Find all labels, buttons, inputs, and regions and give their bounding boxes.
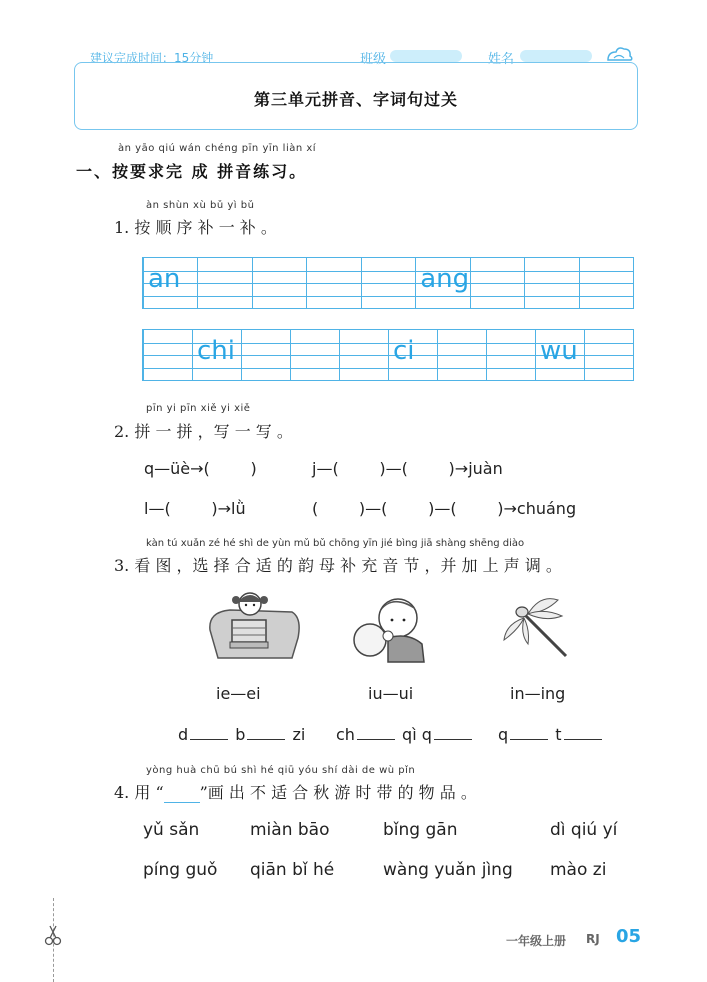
grid1-cell[interactable] bbox=[415, 258, 469, 308]
q4-pinyin: yòng huà chū bú shì hé qiū yóu shí dài de wù pǐn bbox=[146, 765, 416, 776]
q3-blank-prefix: b bbox=[235, 725, 246, 744]
q2-line2a: l—( )→lǜ bbox=[144, 499, 246, 518]
q4-text-post: ”画 出 不 适 合 秋 游 时 带 的 物 品 。 bbox=[199, 783, 477, 802]
q3-blank-group-3 bbox=[498, 725, 604, 744]
q4-item[interactable]: miàn bāo bbox=[250, 820, 330, 840]
grid1-cell-text: ang bbox=[420, 264, 470, 294]
section1-title: 一、按要求完 成 拼音练习。 bbox=[76, 162, 308, 181]
q4-item[interactable]: mào zi bbox=[550, 860, 607, 880]
q4-text bbox=[114, 780, 477, 803]
page-number: 05 bbox=[616, 926, 642, 947]
grid2-cell-text: wu bbox=[540, 336, 578, 366]
q3-blank-prefix: qì q bbox=[402, 725, 432, 744]
wavy-line-sample bbox=[164, 794, 200, 803]
answer-blank[interactable] bbox=[564, 738, 602, 740]
q3-blank-prefix: d bbox=[178, 725, 189, 744]
q1-pinyin: àn shùn xù bǔ yì bǔ bbox=[146, 200, 255, 211]
answer-blank[interactable] bbox=[247, 738, 285, 740]
answer-blank[interactable] bbox=[190, 738, 228, 740]
pinyin-grid-2 bbox=[142, 329, 634, 381]
grid2-cell[interactable] bbox=[339, 330, 388, 380]
grid1-cell[interactable] bbox=[579, 258, 633, 308]
grid2-cell[interactable] bbox=[192, 330, 241, 380]
footer-book: 一年级上册 bbox=[506, 934, 567, 948]
dragonfly-image bbox=[500, 594, 580, 664]
grid2-cell[interactable] bbox=[486, 330, 535, 380]
grid2-cell-text: ci bbox=[393, 336, 415, 366]
section1-pinyin: àn yāo qiú wán chéng pīn yīn liàn xí bbox=[118, 143, 317, 154]
q3-text: 3. 看 图 ，选 择 合 适 的 韵 母 补 充 音 节 ，并 加 上 声 调 。 bbox=[114, 556, 562, 575]
grid2-cell[interactable] bbox=[388, 330, 437, 380]
q4-text-pre: 4. 用 “ bbox=[114, 783, 164, 802]
q2-pinyin: pīn yi pīn xiě yi xiě bbox=[146, 403, 251, 414]
q4-item[interactable]: wàng yuǎn jìng bbox=[383, 860, 513, 880]
grid1-cell-text: an bbox=[148, 264, 181, 294]
q1-text: 1. 按 顺 序 补 一 补 。 bbox=[114, 218, 277, 237]
cloud-icon bbox=[604, 44, 634, 64]
answer-blank[interactable] bbox=[510, 738, 548, 740]
q3-pinyin: kàn tú xuǎn zé hé shì de yùn mǔ bǔ chōng yīn jié bìng jiā shàng shēng diào bbox=[146, 538, 525, 549]
q2-line2b: ( )—( )—( )→chuáng bbox=[312, 499, 577, 518]
answer-blank[interactable] bbox=[434, 738, 472, 740]
child-cake-image bbox=[200, 590, 304, 666]
q2-line1a: q—üè→( ) bbox=[144, 459, 257, 478]
q3-blank-group-1 bbox=[178, 725, 305, 744]
scissors-icon bbox=[44, 924, 62, 946]
q3-blank-prefix: ch bbox=[336, 725, 355, 744]
q3-blank-group-2 bbox=[336, 725, 474, 744]
q2-line1b: j—( )—( )→juàn bbox=[312, 459, 503, 478]
answer-blank[interactable] bbox=[357, 738, 395, 740]
grid2-cell[interactable] bbox=[437, 330, 486, 380]
page-title: 第三单元拼音、字词句过关 bbox=[253, 90, 458, 109]
q4-item[interactable]: dì qiú yí bbox=[550, 820, 618, 840]
grid2-cell[interactable] bbox=[290, 330, 339, 380]
grid2-cell[interactable] bbox=[143, 330, 192, 380]
grid2-cell[interactable] bbox=[584, 330, 633, 380]
q4-item[interactable]: bǐng gān bbox=[383, 820, 458, 840]
q3-blank-suffix: zi bbox=[292, 725, 306, 744]
grid1-cell[interactable] bbox=[306, 258, 360, 308]
grid1-cell[interactable] bbox=[524, 258, 578, 308]
q3-pair-1: ie—ei bbox=[216, 684, 261, 703]
boy-balloon-image bbox=[352, 592, 432, 666]
grid2-cell[interactable] bbox=[535, 330, 584, 380]
class-label: 班级 bbox=[360, 52, 387, 67]
pinyin-grid-1 bbox=[142, 257, 634, 309]
q3-pair-3: in—ing bbox=[510, 684, 566, 703]
q3-blank-prefix: t bbox=[555, 725, 562, 744]
name-field[interactable] bbox=[520, 50, 592, 62]
grid2-cell[interactable] bbox=[241, 330, 290, 380]
q4-item[interactable]: píng guǒ bbox=[143, 860, 218, 880]
grid1-cell[interactable] bbox=[470, 258, 524, 308]
q4-item[interactable]: qiān bǐ hé bbox=[250, 860, 335, 880]
footer-edition: RJ bbox=[586, 932, 600, 946]
time-hint: 建议完成时间：15分钟 bbox=[90, 51, 214, 65]
name-label: 姓名 bbox=[488, 52, 515, 67]
title-box bbox=[74, 62, 638, 130]
grid1-cell[interactable] bbox=[143, 258, 197, 308]
grid1-cell[interactable] bbox=[252, 258, 306, 308]
grid2-cell-text: chi bbox=[197, 336, 235, 366]
q4-item[interactable]: yǔ sǎn bbox=[143, 820, 200, 840]
q3-blank-prefix: q bbox=[498, 725, 509, 744]
q2-text: 2. 拼 一 拼 ，写 一 写 。 bbox=[114, 422, 293, 441]
q3-pair-2: iu—ui bbox=[368, 684, 414, 703]
class-field[interactable] bbox=[390, 50, 462, 62]
grid1-cell[interactable] bbox=[361, 258, 415, 308]
grid1-cell[interactable] bbox=[197, 258, 251, 308]
